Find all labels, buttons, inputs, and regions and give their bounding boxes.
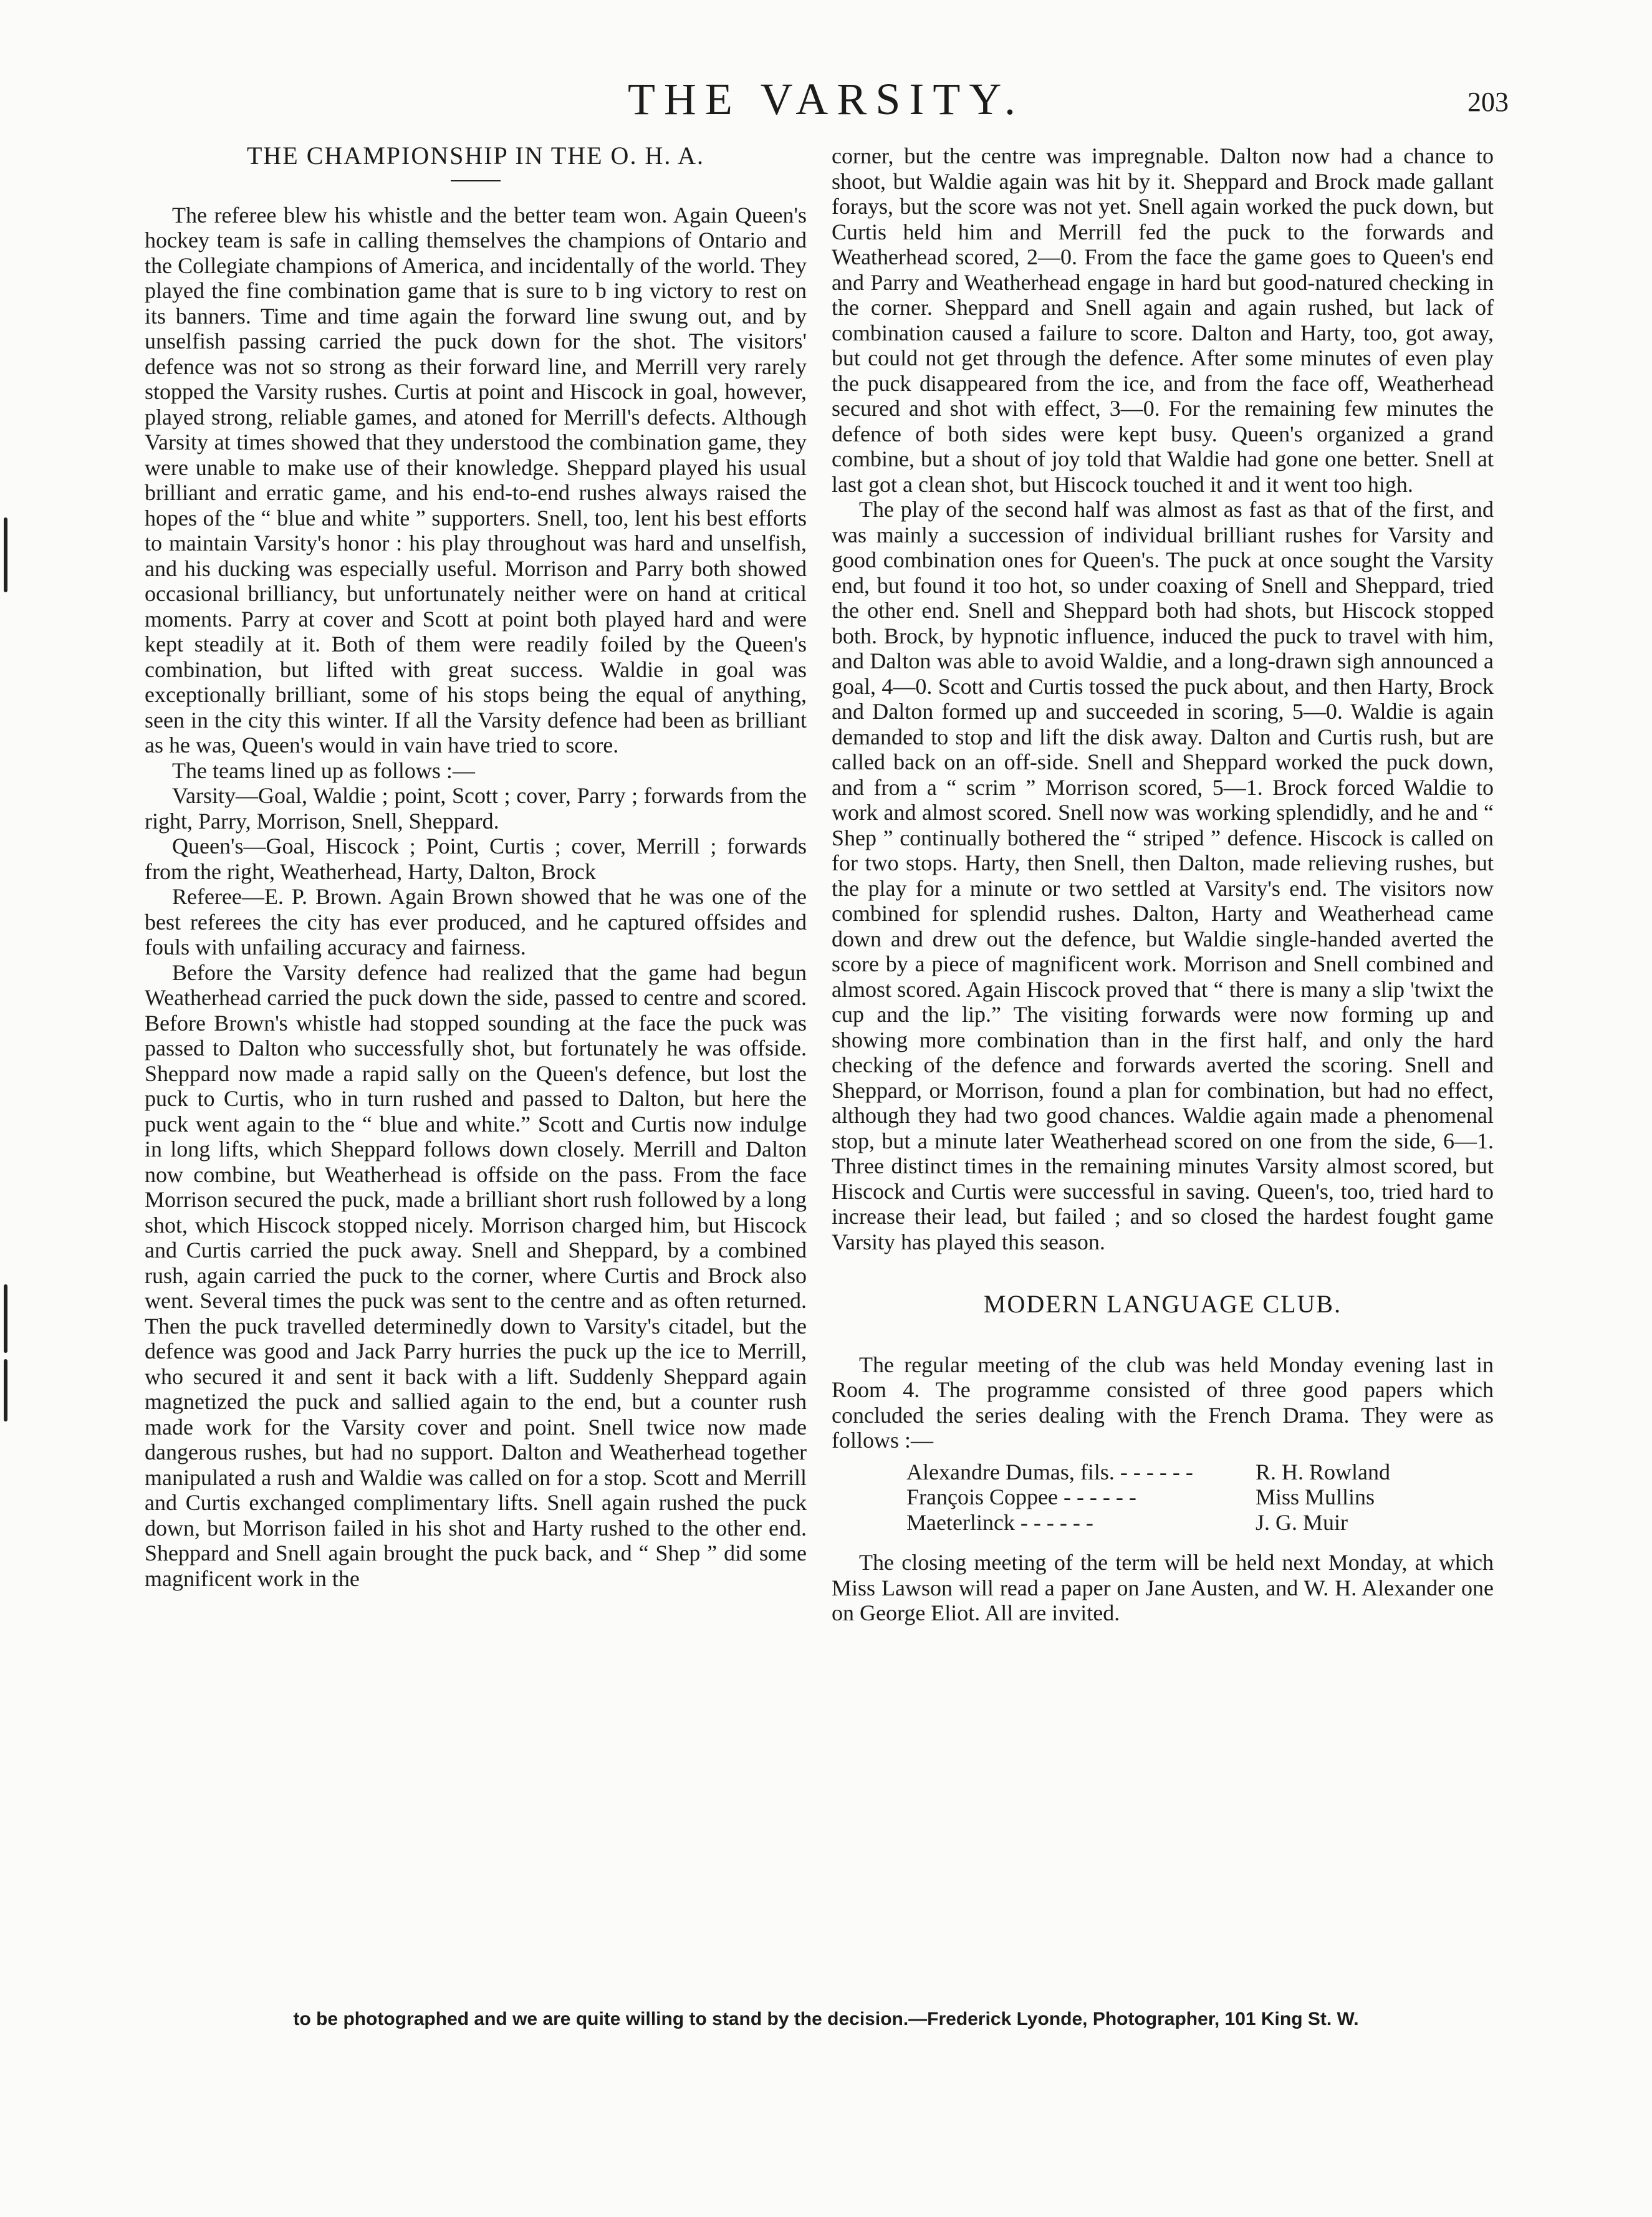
speaker-name: J. G. Muir [1256, 1509, 1348, 1535]
left-column [145, 143, 807, 1591]
paragraph: The referee blew his whistle and the better team won. Again Queen's hockey team is safe in calling themselves the champions of Ontario and the Collegiate champions of America, and incidentally of the world. They played the fine combination game that is sure to b ing victory to rest on its banners. Time and time again the forward line swung out, and by unselfish passing carried the puck down for the shot. The visitors' defence was not so strong as their forward line, and Merrill very rarely stopped the Varsity rushes. Curtis at point and Hiscock in goal, however, played strong, reliable games, and atoned for Merrill's defects. Although Varsity at times showed that they understood the combination game, they were unable to make use of their knowledge. Sheppard played his usual brilliant and erratic game, and his end-to-end rushes always raised the hopes of the “ blue and white ” supporters. Snell, too, lent his best efforts to maintain Varsity's honor : his play throughout was hard and unselfish, and his ducking was especially useful. Morrison and Parry both showed occasional brilliancy, but unfortunately neither were on hand at critical moments. Parry at cover and Scott at point both played hard and were kept steadily at it. Both of them were readily foiled by the Queen's combination, but lifted with great success. Waldie in goal was exceptionally brilliant, some of his stops being the equal of anything, seen in the city this winter. If all the Varsity defence had been as brilliant as he was, Queen's would in vain have tried to score. [145, 202, 807, 757]
margin-mark [4, 517, 7, 592]
programme-row [906, 1460, 1494, 1485]
paragraph: The closing meeting of the term will be held next Monday, at which Miss Lawson will read a paper on Jane Austen, and W. H. Alexander one on George Eliot. All are invited. [832, 1550, 1494, 1625]
paragraph: The regular meeting of the club was held Monday evening last in Room 4. The programme consisted of three good papers which concluded the series dealing with the French Drama. They were as follows :— [832, 1352, 1494, 1453]
paper-title: Maeterlinck - - [906, 1510, 1256, 1536]
programme-list [906, 1460, 1494, 1536]
programme-row [906, 1484, 1494, 1510]
heading-rule [451, 180, 501, 181]
paragraph: Varsity—Goal, Waldie ; point, Scott ; cover, Parry ; forwards from the right, Parry, Morrison, Snell, Sheppard. [145, 783, 807, 834]
paper-title: Alexandre Dumas, fils. - - [906, 1460, 1256, 1485]
masthead: THE VARSITY. [627, 74, 1025, 124]
paragraph: Queen's—Goal, Hiscock ; Point, Curtis ; cover, Merrill ; forwards from the right, Weatherhead, Harty, Dalton, Brock [145, 834, 807, 884]
right-column [832, 143, 1494, 1626]
page-number: 203 [1467, 87, 1509, 117]
paragraph: The play of the second half was almost as fast as that of the first, and was mainly a succession of individual brilliant rushes for Varsity and good combination ones for Queen's. The puck at once sought the Varsity end, but found it too hot, so under coaxing of Snell and Sheppard, tried the other end. Snell and Sheppard both had shots, but Hiscock stopped both. Brock, by hypnotic influence, induced the puck to travel with him, and Dalton was able to avoid Waldie, and a long-drawn sigh announced a goal, 4—0. Scott and Curtis tossed the puck about, and then Harty, Brock and Dalton formed up and succeeded in scoring, 5—0. Waldie is again demanded to stop and lift the disk away. Dalton and Curtis rush, but are called back on an off-side. Snell and Sheppard worked the puck down, and from a “ scrim ” Morrison scored, 5—1. Brock forced Waldie to work and almost scored. Snell now was working splendidly, and he and “ Shep ” continually bothered the “ striped ” defence. Hiscock is called on for two stops. Harty, then Snell, then Dalton, made relieving rushes, but the play for a minute or two settled at Varsity's end. The visitors now combined for splendid rushes. Dalton, Harty and Weatherhead came down and drew out the defence, but Waldie single-handed averted the score by a piece of magnificent work. Morrison and Snell combined and almost scored. Again Hiscock proved that “ there is many a slip 'twixt the cup and the lip.” The visiting forwards were now forming up and showing more combination than in the first half, and only the hard checking of the defence and forwards averted the scoring. Snell and Sheppard, or Morrison, found a plan for combination, but had no effect, although they had two good chances. Waldie again made a phenomenal stop, but a minute later Weatherhead scored on one from the side, 6—1. Three distinct times in the remaining minutes Varsity almost scored, but Hiscock and Curtis were successful in saving. Queen's, too, tried hard to increase their lead, but failed ; and so closed the hardest fought game Varsity has played this season. [832, 497, 1494, 1254]
paragraph: The teams lined up as follows :— [172, 757, 475, 783]
paragraph: Referee—E. P. Brown. Again Brown showed that he was one of the best referees the city has ever produced, and he captured offsides and fouls with unfailing accuracy and fairness. [145, 884, 807, 959]
speaker-name: R. H. Rowland [1256, 1459, 1390, 1484]
paragraph: corner, but the centre was impregnable. Dalton now had a chance to shoot, but Waldie again was hit by it. Sheppard and Brock made gallant forays, but the score was not yet. Snell again worked the puck down, but Curtis held him and Merrill fed the puck to the forwards and Weatherhead scored, 2—0. From the face the game goes to Queen's end and Parry and Weatherhead engage in hard but good-natured checking in the corner. Sheppard and Snell again and again rushed, but lack of combination caused a failure to score. Dalton and Harty, too, got away, but could not get through the defence. After some minutes of even play the puck disappeared from the ice, and from the face off, Weatherhead secured and shot with effect, 3—0. For the remaining few minutes the defence of both sides were kept busy. Queen's organized a grand combine, but a shout of joy told that Waldie had gone one better. Snell at last got a clean shot, but Hiscock touched it and it went too high. [832, 143, 1494, 497]
article-heading: MODERN LANGUAGE CLUB. [983, 1290, 1342, 1318]
paragraph: Before the Varsity defence had realized that the game had begun Weatherhead carried the puck down the side, passed to centre and scored. Before Brown's whistle had stopped sounding at the face the puck was passed to Dalton who successfully shot, but fortunately he was offside. Sheppard now made a rapid sally on the Queen's defence, but lost the puck to Curtis, who in turn rushed and passed to Dalton, but here the puck went again to the “ blue and white.” Scott and Curtis now indulge in long lifts, which Sheppard follows down closely. Merrill and Dalton now combine, but Weatherhead is offside on the pass. From the face Morrison secured the puck, made a brilliant short rush followed by a long shot, which Hiscock stopped nicely. Morrison charged him, but Hiscock and Curtis carried the puck away. Snell and Sheppard, by a combined rush, again carried the puck to the corner, where Curtis and Brock also went. Several times the puck was sent to the centre and as often returned. Then the puck travelled determinedly down to Varsity's citadel, but the defence was good and Jack Parry hurries the puck up the ice to Merrill, who secured it and sent it back with a lift. Suddenly Sheppard again magnetized the puck and sallied again to the end, but a counter rush made work for the Varsity cover and point. Snell twice now made dangerous rushes, but had no support. Dalton and Weatherhead together manipulated a rush and Waldie was called on for a stop. Scott and Merrill and Curtis exchanged complimentary lifts. Snell again rushed the puck down, but Morrison failed in his shot and Harty rushed to the other end. Sheppard and Snell again brought the puck back, and “ Shep ” did some magnificent work in the [145, 959, 807, 1591]
footer-advertisement: to be photographed and we are quite willing to stand by the decision.—Frederick Lyonde, Photographer, 101 King St. W. [293, 2009, 1359, 2029]
paper-title: François Coppee - - [906, 1484, 1256, 1510]
margin-mark [4, 1284, 7, 1353]
margin-mark [4, 1359, 7, 1421]
article-heading: THE CHAMPIONSHIP IN THE O. H. A. [246, 142, 705, 170]
speaker-name: Miss Mullins [1256, 1484, 1375, 1509]
programme-row [906, 1510, 1494, 1536]
